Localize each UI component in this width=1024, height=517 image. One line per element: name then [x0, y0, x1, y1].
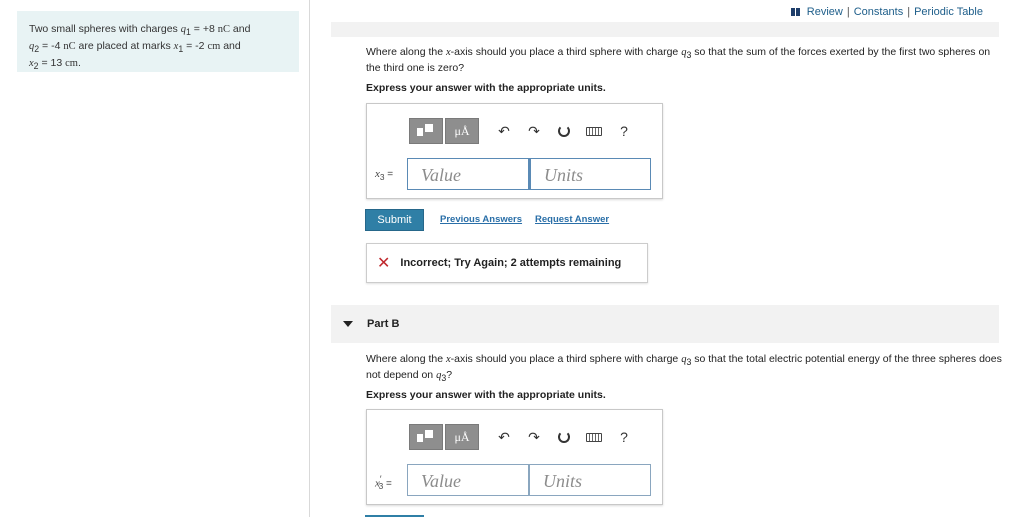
- review-link[interactable]: Review: [806, 6, 843, 18]
- x3-symbol: x: [375, 168, 380, 180]
- q1-subscript: 1: [185, 27, 191, 38]
- q1-value: = +8: [190, 23, 218, 35]
- equals-sign: =: [384, 169, 394, 180]
- feedback-message: [366, 243, 648, 283]
- submit-button[interactable]: Submit: [365, 209, 424, 231]
- keyboard-button[interactable]: [581, 433, 607, 442]
- part-b-header[interactable]: [331, 305, 999, 343]
- x1-unit: cm: [207, 41, 221, 53]
- reset-icon: [558, 431, 570, 443]
- question-text: ?: [446, 369, 453, 382]
- request-answer-link[interactable]: Request Answer: [535, 214, 610, 225]
- part-b-instruction: Express your answer with the appropriate units.: [366, 389, 606, 401]
- x1-value: = -2: [183, 40, 208, 53]
- q2-symbol: q: [29, 41, 35, 53]
- units-input[interactable]: Units: [529, 464, 651, 496]
- undo-button[interactable]: [491, 123, 517, 140]
- question-text: -axis should you place a third sphere with charge: [450, 46, 682, 58]
- math-toolbar: [409, 118, 637, 144]
- separator: |: [907, 6, 911, 18]
- question-text: Where along the: [366, 46, 446, 58]
- x3-symbol: x: [375, 477, 380, 490]
- reset-button[interactable]: [551, 431, 577, 443]
- help-button[interactable]: [611, 123, 637, 139]
- problem-text: and: [229, 23, 251, 35]
- problem-text: are placed at marks: [75, 40, 174, 53]
- question-text: Where along the: [366, 353, 446, 365]
- redo-icon: ↷: [528, 428, 540, 445]
- redo-button[interactable]: [521, 429, 547, 446]
- collapse-caret-icon[interactable]: [343, 321, 353, 327]
- q3-symbol: q: [681, 354, 687, 365]
- mu-angstrom-icon: μÅ: [454, 123, 470, 138]
- templates-icon: [417, 124, 435, 138]
- periodic-table-link[interactable]: Periodic Table: [914, 6, 983, 18]
- units-symbols-button[interactable]: [445, 118, 479, 144]
- separator: |: [846, 6, 850, 18]
- undo-button[interactable]: [491, 429, 517, 446]
- x2-subscript: 2: [33, 61, 39, 72]
- part-a-question: [366, 46, 1006, 75]
- redo-button[interactable]: [521, 123, 547, 140]
- help-icon: ?: [620, 123, 628, 139]
- x2-value: = 13: [38, 57, 66, 70]
- part-a-instruction: Express your answer with the appropriate units.: [366, 82, 606, 94]
- redo-icon: ↷: [528, 122, 540, 139]
- undo-icon: ↶: [498, 428, 510, 445]
- x3-label: [375, 168, 393, 182]
- incorrect-x-icon: ✕: [377, 255, 391, 272]
- problem-text: and: [220, 40, 241, 53]
- constants-link[interactable]: Constants: [853, 6, 904, 18]
- keyboard-icon: [586, 433, 602, 442]
- x-symbol: x: [445, 47, 451, 58]
- keyboard-icon: [586, 127, 602, 136]
- x2-symbol: x: [29, 58, 34, 70]
- part-a-answer-box: [366, 103, 663, 199]
- previous-answers-link[interactable]: Previous Answers: [440, 214, 523, 225]
- q2-unit: nC: [63, 41, 76, 53]
- equals-sign: =: [383, 478, 392, 490]
- question-text: -axis should you place a third sphere with charge: [450, 353, 682, 365]
- q1-unit: nC: [217, 24, 230, 35]
- problem-text: .: [77, 57, 81, 70]
- templates-button[interactable]: [409, 118, 443, 144]
- value-input[interactable]: Value: [407, 464, 529, 496]
- templates-icon: [417, 430, 435, 444]
- help-button[interactable]: [611, 429, 637, 445]
- q2-subscript: 2: [34, 44, 40, 55]
- problem-text: Two small spheres with charges: [29, 23, 181, 35]
- reset-button[interactable]: [551, 125, 577, 137]
- keyboard-button[interactable]: [581, 127, 607, 136]
- x-symbol: x: [445, 354, 451, 365]
- mu-angstrom-icon: μÅ: [454, 429, 470, 444]
- part-a-header-strip: [331, 22, 999, 37]
- header-links: [791, 6, 983, 18]
- reset-icon: [558, 125, 570, 137]
- q3-symbol: q: [436, 370, 442, 382]
- feedback-text: Incorrect; Try Again; 2 attempts remaining: [400, 257, 622, 269]
- q3-subscript: 3: [441, 373, 447, 384]
- x3-prime-label: [375, 474, 392, 491]
- q3-subscript: 3: [686, 357, 692, 368]
- q1-symbol: q: [180, 24, 186, 35]
- x1-symbol: x: [173, 41, 179, 53]
- x2-unit: cm: [65, 58, 78, 70]
- part-b-question: [366, 353, 1006, 385]
- review-icon: [791, 8, 800, 16]
- prime-mark: ′: [379, 474, 382, 484]
- help-icon: ?: [620, 429, 628, 445]
- q2-value: = -4: [39, 40, 64, 53]
- templates-button[interactable]: [409, 424, 443, 450]
- x3-subscript: 3: [378, 481, 384, 492]
- q3-subscript: 3: [686, 50, 692, 61]
- question-text: so that the total electric potential energy of the three spheres does not depend on: [366, 353, 1002, 382]
- value-input[interactable]: Value: [407, 158, 529, 190]
- column-divider: [309, 0, 310, 517]
- part-b-title: Part B: [367, 318, 400, 330]
- problem-statement: [17, 11, 299, 72]
- x1-subscript: 1: [178, 44, 184, 55]
- units-symbols-button[interactable]: [445, 424, 479, 450]
- math-toolbar: [409, 424, 637, 450]
- units-input[interactable]: Units: [529, 158, 651, 190]
- x3-subscript: 3: [379, 172, 385, 182]
- question-text: so that the sum of the forces exerted by the first two spheres on the third one is zero?: [366, 46, 991, 75]
- q3-symbol: q: [681, 47, 687, 58]
- undo-icon: ↶: [498, 122, 510, 139]
- part-b-answer-box: [366, 409, 663, 505]
